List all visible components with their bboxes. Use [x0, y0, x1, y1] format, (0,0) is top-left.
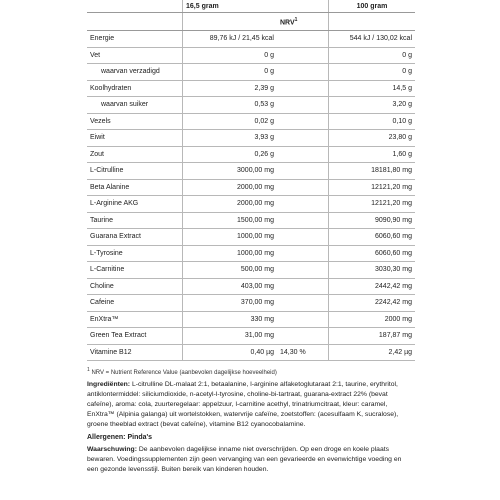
table-row: [87, 179, 415, 196]
nutrient-name: Koolhydraten: [87, 80, 183, 97]
per-100g-value: 14,5 g: [329, 80, 416, 97]
header-100g: 100 gram: [329, 0, 416, 13]
per-100g-value: 12121,20 mg: [329, 179, 416, 196]
table-row: [87, 31, 415, 48]
nutrient-name: Beta Alanine: [87, 179, 183, 196]
nutrient-name: Zout: [87, 146, 183, 163]
nutrient-name: Green Tea Extract: [87, 328, 183, 345]
per-serving-value: 31,00 mg: [183, 328, 278, 345]
nrv-value: [277, 130, 329, 147]
per-serving-value: 1000,00 mg: [183, 229, 278, 246]
per-serving-value: 0 g: [183, 47, 278, 64]
nutrient-name: Vezels: [87, 113, 183, 130]
table-row: [87, 344, 415, 361]
header-serving: 16,5 gram: [183, 0, 278, 13]
table-row: [87, 245, 415, 262]
nutrient-name: L-Tyrosine: [87, 245, 183, 262]
per-100g-value: 0 g: [329, 64, 416, 81]
nutrient-name: Vitamine B12: [87, 344, 183, 361]
nrv-value: [277, 80, 329, 97]
nrv-value: [277, 278, 329, 295]
nrv-value: [277, 212, 329, 229]
per-serving-value: 3000,00 mg: [183, 163, 278, 180]
nutrient-name: Cafeine: [87, 295, 183, 312]
nrv-value: [277, 196, 329, 213]
ingredients-paragraph: [87, 380, 413, 430]
nutrient-name: EnXtra™: [87, 311, 183, 328]
table-row: [87, 328, 415, 345]
per-100g-value: 187,87 mg: [329, 328, 416, 345]
per-100g-value: 2000 mg: [329, 311, 416, 328]
nrv-value: [277, 295, 329, 312]
table-row: [87, 212, 415, 229]
per-100g-value: 18181,80 mg: [329, 163, 416, 180]
table-row: [87, 146, 415, 163]
per-serving-value: 0 g: [183, 64, 278, 81]
table-row: [87, 278, 415, 295]
nrv-label: NRV$^1$: [277, 13, 329, 31]
per-serving-value: 0,02 g: [183, 113, 278, 130]
per-100g-value: 3,20 g: [329, 97, 416, 114]
per-100g-value: 6060,60 mg: [329, 245, 416, 262]
per-serving-value: 3,93 g: [183, 130, 278, 147]
nutrient-name: waarvan suiker: [87, 97, 183, 114]
nrv-value: [277, 311, 329, 328]
nutrient-name: L-Citrulline: [87, 163, 183, 180]
per-serving-value: 0,40 µg: [183, 344, 278, 361]
table-row: [87, 47, 415, 64]
per-100g-value: 2242,42 mg: [329, 295, 416, 312]
nrv-value: [277, 31, 329, 48]
allergens-line: Allergenen: Pinda's: [87, 434, 153, 441]
per-serving-value: 2,39 g: [183, 80, 278, 97]
table-row: [87, 113, 415, 130]
table-row: [87, 196, 415, 213]
nutrient-name: Energie: [87, 31, 183, 48]
per-100g-value: 544 kJ / 130,02 kcal: [329, 31, 416, 48]
per-100g-value: 2442,42 mg: [329, 278, 416, 295]
nutrient-name: Choline: [87, 278, 183, 295]
per-100g-value: 0 g: [329, 47, 416, 64]
per-serving-value: 0,53 g: [183, 97, 278, 114]
warning-label: Waarschuwing:: [87, 446, 137, 453]
nrv-footnote: $^1$ NRV = Nutrient Reference Value (aanbevolen dagelijkse hoeveelheid): [87, 367, 277, 376]
nrv-value: [277, 328, 329, 345]
nrv-value: 14,30 %: [277, 344, 329, 361]
nrv-value: [277, 113, 329, 130]
table-row: [87, 64, 415, 81]
per-serving-value: 330 mg: [183, 311, 278, 328]
table-row: [87, 262, 415, 279]
per-serving-value: 500,00 mg: [183, 262, 278, 279]
warning-text: De aanbevolen dagelijkse inname niet overschrijden. Op een droge en koele plaats bewaren. Voedingssupplementen zijn geen vervanging van een gevarieerde en evenwichtige voeding en een gezonde levensstijl. Buiten bereik van kinderen houden.: [87, 446, 402, 473]
nutrient-name: Eiwit: [87, 130, 183, 147]
nrv-header-row: [87, 13, 415, 31]
header-empty-cell: [87, 0, 183, 13]
nrv-value: [277, 47, 329, 64]
per-serving-value: 0,26 g: [183, 146, 278, 163]
per-serving-value: 1500,00 mg: [183, 212, 278, 229]
table-row: [87, 229, 415, 246]
nutrient-name: Vet: [87, 47, 183, 64]
per-serving-value: 370,00 mg: [183, 295, 278, 312]
table-row: [87, 80, 415, 97]
nrv-value: [277, 229, 329, 246]
header-gap: [277, 0, 329, 13]
nrv-value: [277, 163, 329, 180]
per-serving-value: 2000,00 mg: [183, 196, 278, 213]
nutrient-name: waarvan verzadigd: [87, 64, 183, 81]
table-header-row: [87, 0, 415, 13]
nrv-value: [277, 245, 329, 262]
per-100g-value: 6060,60 mg: [329, 229, 416, 246]
per-serving-value: 1000,00 mg: [183, 245, 278, 262]
per-100g-value: 12121,20 mg: [329, 196, 416, 213]
warning-paragraph: [87, 445, 413, 475]
per-serving-value: 89,76 kJ / 21,45 kcal: [183, 31, 278, 48]
per-100g-value: 9090,90 mg: [329, 212, 416, 229]
ingredients-label: Ingrediënten:: [87, 381, 131, 388]
table-row: [87, 311, 415, 328]
per-100g-value: 0,10 g: [329, 113, 416, 130]
per-serving-value: 2000,00 mg: [183, 179, 278, 196]
per-100g-value: 2,42 µg: [329, 344, 416, 361]
table-row: [87, 295, 415, 312]
nrv-value: [277, 97, 329, 114]
nrv-value: [277, 179, 329, 196]
nutrient-name: Taurine: [87, 212, 183, 229]
per-100g-value: 1,60 g: [329, 146, 416, 163]
ingredients-text: L-citrulline DL-malaat 2:1, betaalanine, l-arginine alfaketoglutaraat 2:1, taurine, erythritol, antiklontermiddel: siliciumdioxide, n-acetyl-l-tyrosine, choline-bi-tartraat, guarana-extract 22% (bevat cafeïne), aroma: cola, zuurteregelaar: appelzuur, l-carnitine acethyl, trinatriumcitraat, kleur: caramel, EnXtra™ (Alpinia galanga) uit wortelstokken, watervrije cafeïne, zoetstoffen: (acesulfaam K, sucralose), groene theeblad extract (bevat cafeïne), vitamine B12 cyanocobalamine.: [87, 381, 399, 428]
label-panel: [87, 0, 413, 475]
nutrient-name: L-Carnitine: [87, 262, 183, 279]
nutrition-table: [87, 0, 415, 361]
nrv-value: [277, 262, 329, 279]
table-row: [87, 163, 415, 180]
table-row: [87, 97, 415, 114]
per-100g-value: 3030,30 mg: [329, 262, 416, 279]
table-row: [87, 130, 415, 147]
per-serving-value: 403,00 mg: [183, 278, 278, 295]
nrv-value: [277, 64, 329, 81]
nrv-value: [277, 146, 329, 163]
nutrient-name: Guarana Extract: [87, 229, 183, 246]
per-100g-value: 23,80 g: [329, 130, 416, 147]
nutrient-name: L-Arginine AKG: [87, 196, 183, 213]
